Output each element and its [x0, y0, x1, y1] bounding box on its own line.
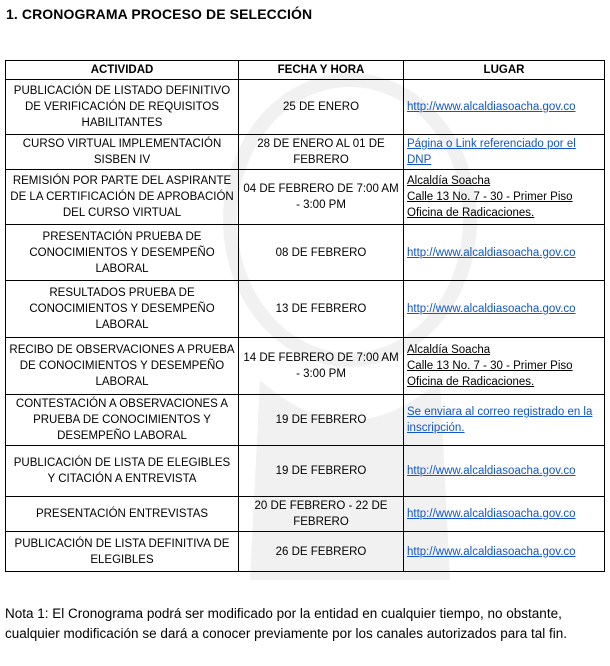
activity-cell: PUBLICACIÓN DE LISTADO DEFINITIVO DE VERIFICACIÓN DE REQUISITOS HABILITANTES: [6, 80, 239, 135]
place-cell: [404, 532, 605, 572]
date-cell: 20 DE FEBRERO - 22 DE FEBRERO: [239, 497, 404, 532]
activity-cell: CURSO VIRTUAL IMPLEMENTACIÓN SISBEN IV: [6, 135, 239, 170]
activity-cell: REMISIÓN POR PARTE DEL ASPIRANTE DE LA CERTIFICACIÓN DE APROBACIÓN DEL CURSO VIRTUAL: [6, 170, 239, 225]
table-row: [6, 446, 605, 497]
table-row: [6, 170, 605, 225]
page-title: 1. CRONOGRAMA PROCESO DE SELECCIÓN: [6, 6, 313, 22]
activity-cell: RESULTADOS PRUEBA DE CONOCIMIENTOS Y DESEMPEÑO LABORAL: [6, 281, 239, 338]
activity-cell: PUBLICACIÓN DE LISTA DEFINITIVA DE ELEGIBLES: [6, 532, 239, 572]
header-place: LUGAR: [404, 61, 605, 80]
address-line: Oficina de Radicaciones.: [407, 207, 535, 219]
date-cell: 13 DE FEBRERO: [239, 281, 404, 338]
place-cell: [404, 446, 605, 497]
place-cell: [404, 170, 605, 225]
date-cell: 14 DE FEBRERO DE 7:00 AM - 3:00 PM: [239, 338, 404, 395]
schedule-table: [5, 60, 605, 572]
place-link[interactable]: http://www.alcaldiasoacha.gov.co: [407, 465, 576, 477]
place-cell: [404, 135, 605, 170]
date-cell: 08 DE FEBRERO: [239, 225, 404, 281]
activity-cell: PRESENTACIÓN ENTREVISTAS: [6, 497, 239, 532]
place-cell: [404, 395, 605, 446]
place-link[interactable]: http://www.alcaldiasoacha.gov.co: [407, 303, 576, 315]
date-cell: 25 DE ENERO: [239, 80, 404, 135]
place-link[interactable]: Se enviara al correo registrado en la inscripción.: [407, 406, 593, 434]
place-link[interactable]: http://www.alcaldiasoacha.gov.co: [407, 246, 576, 259]
place-cell: [404, 225, 605, 281]
activity-cell: PUBLICACIÓN DE LISTA DE ELEGIBLES Y CITACIÓN A ENTREVISTA: [6, 446, 239, 497]
place-cell: [404, 281, 605, 338]
header-activity: ACTIVIDAD: [6, 61, 239, 80]
date-cell: 04 DE FEBRERO DE 7:00 AM - 3:00 PM: [239, 170, 404, 225]
place-link[interactable]: Página o Link referenciado por el DNP: [407, 138, 576, 166]
activity-cell: CONTESTACIÓN A OBSERVACIONES A PRUEBA DE CONOCIMIENTOS Y DESEMPEÑO LABORAL: [6, 395, 239, 446]
place-link[interactable]: http://www.alcaldiasoacha.gov.co: [407, 508, 576, 520]
place-link[interactable]: http://www.alcaldiasoacha.gov.co: [407, 545, 576, 558]
place-cell: [404, 80, 605, 135]
table-header-row: [6, 61, 605, 80]
address-line: Alcaldía Soacha: [407, 175, 491, 187]
activity-cell: PRESENTACIÓN PRUEBA DE CONOCIMIENTOS Y DESEMPEÑO LABORAL: [6, 225, 239, 281]
table-row: [6, 225, 605, 281]
place-cell: [404, 497, 605, 532]
table-row: [6, 532, 605, 572]
address-line: Calle 13 No. 7 - 30 - Primer Piso: [407, 191, 573, 203]
table-row: [6, 338, 605, 395]
table-row: [6, 497, 605, 532]
date-cell: 19 DE FEBRERO: [239, 446, 404, 497]
footnote: Nota 1: El Cronograma podrá ser modificado por la entidad en cualquier tiempo, no obstante, cualquier modificación se dará a conocer previamente por los canales autorizados para tal fin.: [5, 606, 568, 641]
activity-cell: RECIBO DE OBSERVACIONES A PRUEBA DE CONOCIMIENTOS Y DESEMPEÑO LABORAL: [6, 338, 239, 395]
table-row: [6, 135, 605, 170]
header-date: FECHA Y HORA: [239, 61, 404, 80]
address-line: Oficina de Radicaciones.: [407, 376, 535, 388]
address-line: Calle 13 No. 7 - 30 - Primer Piso: [407, 360, 573, 372]
table-row: [6, 281, 605, 338]
address-line: Alcaldía Soacha: [407, 344, 491, 356]
date-cell: 26 DE FEBRERO: [239, 532, 404, 572]
table-row: [6, 395, 605, 446]
place-link[interactable]: http://www.alcaldiasoacha.gov.co: [407, 101, 576, 113]
date-cell: 19 DE FEBRERO: [239, 395, 404, 446]
place-cell: [404, 338, 605, 395]
table-row: [6, 80, 605, 135]
date-cell: 28 DE ENERO AL 01 DE FEBRERO: [239, 135, 404, 170]
